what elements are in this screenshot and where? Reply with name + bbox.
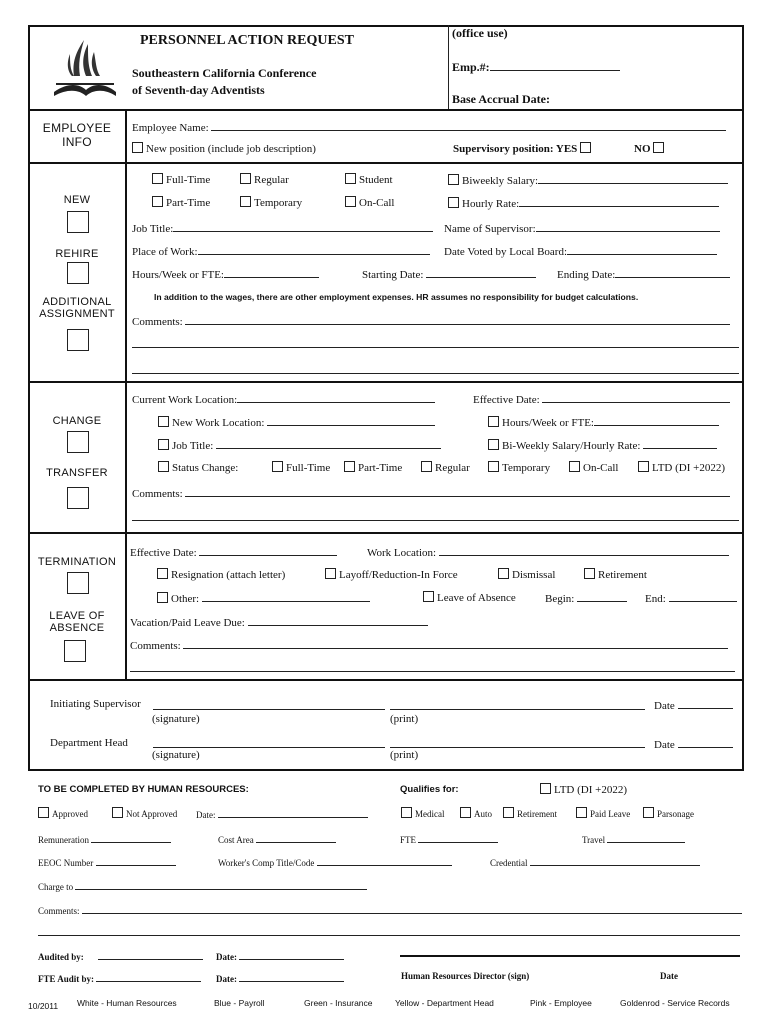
- hr-heading: TO BE COMPLETED BY HUMAN RESOURCES:: [38, 784, 249, 795]
- change-comments-line-2[interactable]: [132, 520, 739, 521]
- new-label: NEW: [63, 194, 91, 206]
- new-position-checkbox[interactable]: New position (include job description): [132, 142, 316, 155]
- hourly-rate-field[interactable]: Hourly Rate:: [448, 196, 719, 210]
- change-regular-checkbox[interactable]: Regular: [421, 461, 470, 474]
- hr-comments-field[interactable]: Comments:: [38, 903, 742, 916]
- org-line-2: of Seventh-day Adventists: [132, 83, 265, 97]
- current-location-field[interactable]: Current Work Location:: [132, 392, 435, 406]
- supervisory-no-checkbox[interactable]: NO: [634, 142, 667, 155]
- hr-retirement-checkbox[interactable]: Retirement: [503, 807, 557, 819]
- termination-label: TERMINATION: [37, 556, 117, 568]
- approved-checkbox[interactable]: Approved: [38, 807, 88, 819]
- new-comments-field[interactable]: Comments:: [132, 314, 730, 328]
- initiating-print-line[interactable]: [390, 709, 645, 710]
- place-of-work-field[interactable]: Place of Work:: [132, 244, 430, 258]
- travel-field[interactable]: Travel: [582, 832, 685, 845]
- frame-right: [742, 25, 744, 771]
- department-head-label: Department Head: [50, 737, 128, 749]
- org-line-1: Southeastern California Conference: [132, 66, 317, 80]
- change-comments-field[interactable]: Comments:: [132, 486, 730, 500]
- change-label: CHANGE: [52, 415, 102, 427]
- change-full-time-checkbox[interactable]: Full-Time: [272, 461, 330, 474]
- form-title: PERSONNEL ACTION REQUEST: [140, 33, 354, 48]
- fte-audit-field[interactable]: FTE Audit by:: [38, 971, 201, 984]
- copy-blue: Blue - Payroll: [214, 998, 265, 1008]
- additional-assignment-label: ADDITIONAL ASSIGNMENT: [39, 296, 115, 320]
- dept-date-field[interactable]: Date: [654, 737, 733, 751]
- student-checkbox[interactable]: Student: [345, 173, 393, 186]
- office-use-label: (office use): [452, 26, 508, 40]
- initiating-signature-line[interactable]: [153, 709, 385, 710]
- regular-checkbox[interactable]: Regular: [240, 173, 289, 186]
- hr-director-label: Human Resources Director (sign): [401, 971, 530, 981]
- hr-date-field[interactable]: Date:: [196, 807, 368, 820]
- hr-director-date-label: Date: [660, 971, 678, 981]
- copy-pink: Pink - Employee: [530, 998, 592, 1008]
- employee-name-field[interactable]: Employee Name:: [132, 120, 726, 134]
- paid-leave-checkbox[interactable]: Paid Leave: [576, 807, 630, 819]
- temporary-checkbox[interactable]: Temporary: [240, 196, 302, 209]
- hours-fte-field[interactable]: Hours/Week or FTE:: [132, 267, 319, 281]
- sep-2: [28, 381, 744, 383]
- copy-yellow: Yellow - Department Head: [395, 998, 494, 1008]
- frame-bottom: [28, 769, 744, 771]
- copy-white: White - Human Resources: [77, 998, 177, 1008]
- emp-number-field[interactable]: Emp.#:: [452, 60, 620, 75]
- change-job-title-field[interactable]: Job Title:: [158, 438, 441, 452]
- new-comments-line-2[interactable]: [132, 347, 739, 348]
- new-comments-line-3[interactable]: [132, 373, 739, 374]
- ending-date-field[interactable]: Ending Date:: [557, 267, 730, 281]
- change-ltd-checkbox[interactable]: LTD (DI +2022): [638, 461, 725, 474]
- frame-top: [28, 25, 744, 27]
- new-location-field[interactable]: New Work Location:: [158, 415, 435, 429]
- header-bottom: [28, 109, 744, 111]
- supervisor-name-field[interactable]: Name of Supervisor:: [444, 221, 720, 235]
- other-field[interactable]: Other:: [157, 591, 370, 605]
- starting-date-field[interactable]: Starting Date:: [362, 267, 536, 281]
- change-checkbox[interactable]: [67, 431, 89, 453]
- resignation-checkbox[interactable]: Resignation (attach letter): [157, 568, 285, 581]
- termination-comments-line-2[interactable]: [130, 671, 735, 672]
- dept-signature-line[interactable]: [153, 747, 385, 748]
- change-on-call-checkbox[interactable]: On-Call: [569, 461, 618, 474]
- initiating-supervisor-label: Initiating Supervisor: [50, 698, 141, 710]
- change-hours-fte-field[interactable]: Hours/Week or FTE:: [488, 415, 719, 429]
- sep-4: [28, 679, 744, 681]
- budget-notice: In addition to the wages, there are other employment expenses. HR assumes no responsibility for budget calculations.: [154, 292, 639, 302]
- qualifies-for-label: Qualifies for:: [400, 784, 459, 795]
- fte-field[interactable]: FTE: [400, 832, 498, 845]
- transfer-checkbox[interactable]: [67, 487, 89, 509]
- fte-audit-date-field[interactable]: Date:: [216, 971, 344, 984]
- termination-comments-field[interactable]: Comments:: [130, 638, 728, 652]
- part-time-checkbox[interactable]: Part-Time: [152, 196, 210, 209]
- charge-to-field[interactable]: Charge to: [38, 879, 367, 892]
- initiating-signature-caption: (signature): [152, 713, 200, 725]
- termination-checkbox[interactable]: [67, 572, 89, 594]
- cost-area-field[interactable]: Cost Area: [218, 832, 336, 845]
- leave-of-absence-label: LEAVE OF ABSENCE: [49, 610, 105, 634]
- section-divider: [125, 109, 127, 681]
- dismissal-checkbox[interactable]: Dismissal: [498, 568, 555, 581]
- job-title-field[interactable]: Job Title:: [132, 221, 433, 235]
- additional-assignment-checkbox[interactable]: [67, 329, 89, 351]
- change-part-time-checkbox[interactable]: Part-Time: [344, 461, 402, 474]
- dept-print-caption: (print): [390, 749, 419, 761]
- church-logo: [50, 38, 120, 104]
- status-change-checkbox[interactable]: Status Change:: [158, 461, 238, 474]
- office-divider: [448, 25, 449, 109]
- form-version: 10/2011: [28, 1001, 59, 1011]
- workers-comp-field[interactable]: Worker's Comp Title/Code: [218, 855, 452, 868]
- hr-comments-line-2[interactable]: [38, 935, 740, 936]
- audited-date-field[interactable]: Date:: [216, 949, 344, 962]
- dept-print-line[interactable]: [390, 747, 645, 748]
- leave-end-field[interactable]: End:: [645, 591, 737, 605]
- leave-of-absence-checkbox[interactable]: [64, 640, 86, 662]
- copy-green: Green - Insurance: [304, 998, 373, 1008]
- dept-signature-caption: (signature): [152, 749, 200, 761]
- credential-field[interactable]: Credential: [490, 855, 700, 868]
- leave-checkbox[interactable]: Leave of Absence: [423, 591, 516, 604]
- audited-by-field[interactable]: Audited by:: [38, 949, 203, 962]
- initiating-print-caption: (print): [390, 713, 419, 725]
- supervisory-yes-checkbox[interactable]: Supervisory position: YES: [453, 142, 594, 155]
- base-accrual-label: Base Accrual Date:: [452, 92, 550, 106]
- employee-info-label: EMPLOYEE INFO: [42, 121, 112, 149]
- initiating-date-field[interactable]: Date: [654, 698, 733, 712]
- not-approved-checkbox[interactable]: Not Approved: [112, 807, 177, 819]
- sep-3: [28, 532, 744, 534]
- rehire-checkbox[interactable]: [67, 262, 89, 284]
- retirement-checkbox[interactable]: Retirement: [584, 568, 647, 581]
- medical-checkbox[interactable]: Medical: [401, 807, 445, 819]
- new-checkbox[interactable]: [67, 211, 89, 233]
- termination-work-location-field[interactable]: Work Location:: [367, 545, 729, 559]
- auto-checkbox[interactable]: Auto: [460, 807, 492, 819]
- termination-effective-date-field[interactable]: Effective Date:: [130, 545, 337, 559]
- date-voted-field[interactable]: Date Voted by Local Board:: [444, 244, 717, 258]
- hr-ltd-checkbox[interactable]: LTD (DI +2022): [540, 783, 627, 796]
- parsonage-checkbox[interactable]: Parsonage: [643, 807, 694, 819]
- on-call-checkbox[interactable]: On-Call: [345, 196, 394, 209]
- copy-goldenrod: Goldenrod - Service Records: [620, 998, 730, 1008]
- remuneration-field[interactable]: Remuneration: [38, 832, 171, 845]
- biweekly-salary-field[interactable]: Biweekly Salary:: [448, 173, 728, 187]
- transfer-label: TRANSFER: [46, 467, 108, 479]
- sep-1: [28, 162, 744, 164]
- change-salary-field[interactable]: Bi-Weekly Salary/Hourly Rate:: [488, 438, 717, 452]
- layoff-checkbox[interactable]: Layoff/Reduction-In Force: [325, 568, 458, 581]
- full-time-checkbox[interactable]: Full-Time: [152, 173, 210, 186]
- rehire-label: REHIRE: [55, 248, 99, 260]
- change-temporary-checkbox[interactable]: Temporary: [488, 461, 550, 474]
- leave-begin-field[interactable]: Begin:: [545, 591, 627, 605]
- hr-director-signature-line[interactable]: [400, 955, 740, 957]
- eeoc-number-field[interactable]: EEOC Number: [38, 855, 176, 868]
- vacation-due-field[interactable]: Vacation/Paid Leave Due:: [130, 615, 428, 629]
- change-effective-date-field[interactable]: Effective Date:: [473, 392, 730, 406]
